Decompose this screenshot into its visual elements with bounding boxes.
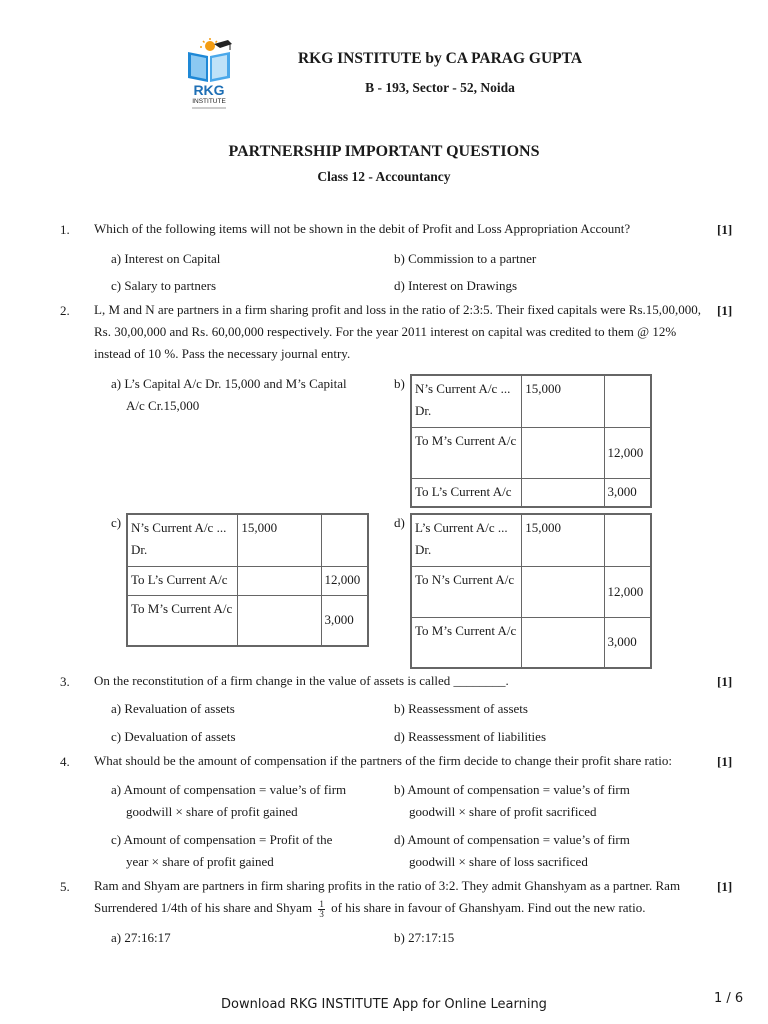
q1-text: Which of the following items will not be shown in the debit of Profit and Loss Appropriation Account? bbox=[94, 221, 631, 236]
q3-number: 3. bbox=[60, 674, 70, 689]
q4-option-c bbox=[111, 829, 381, 873]
table-cell bbox=[522, 427, 604, 478]
table-cell bbox=[238, 595, 321, 646]
q1-marks: [1] bbox=[717, 222, 733, 237]
q3-option-b: b) Reassessment of assets bbox=[394, 701, 528, 716]
logo-subtext: INSTITUTE bbox=[192, 98, 226, 105]
q5-marks: [1] bbox=[717, 879, 733, 894]
q2-option-d-table bbox=[410, 513, 652, 669]
q2-option-b-table bbox=[410, 374, 652, 508]
table-cell: To M’s Current A/c bbox=[411, 427, 522, 478]
q1-option-a: a) Interest on Capital bbox=[111, 251, 221, 266]
table-cell: To N’s Current A/c bbox=[411, 566, 522, 617]
q4-number: 4. bbox=[60, 754, 70, 769]
q5-text bbox=[94, 875, 710, 919]
q2-option-c-label: c) bbox=[111, 515, 122, 530]
institute-address: B - 193, Sector - 52, Noida bbox=[365, 80, 515, 95]
table-cell bbox=[321, 514, 368, 566]
table-cell: 15,000 bbox=[522, 375, 604, 427]
q2-option-c-table bbox=[126, 513, 369, 647]
table-cell: 3,000 bbox=[321, 595, 368, 646]
q4-option-a-line1: a) Amount of compensation = value’s of firm bbox=[111, 782, 347, 797]
q4-marks: [1] bbox=[717, 754, 733, 769]
q2-marks: [1] bbox=[717, 303, 733, 318]
q1-option-d: d) Interest on Drawings bbox=[394, 278, 518, 293]
table-cell: To M’s Current A/c bbox=[411, 617, 522, 668]
book-logo-icon bbox=[184, 38, 234, 112]
q4-option-b bbox=[394, 779, 684, 823]
q1-option-b: b) Commission to a partner bbox=[394, 251, 537, 266]
document-title: PARTNERSHIP IMPORTANT QUESTIONS bbox=[228, 143, 540, 160]
institute-name: RKG INSTITUTE by CA PARAG GUPTA bbox=[297, 50, 583, 67]
table-cell: 15,000 bbox=[522, 514, 604, 566]
table-cell: To L’s Current A/c bbox=[411, 478, 522, 507]
q4-option-b-line1: b) Amount of compensation = value’s of firm bbox=[394, 782, 630, 797]
logo-text: RKG bbox=[193, 82, 225, 98]
table-cell: 12,000 bbox=[321, 566, 368, 595]
q5-text-line1: Ram and Shyam are partners in firm sharing profits in the ratio of 3:2. They admit Ghanshyam as a partner. Ram bbox=[94, 878, 681, 893]
fraction-numerator: 1 bbox=[319, 898, 324, 909]
q2-option-a-line1: a) L’s Capital A/c Dr. 15,000 and M’s Capital bbox=[111, 376, 347, 391]
q4-option-d bbox=[394, 829, 684, 873]
table-cell bbox=[522, 617, 604, 668]
table-cell bbox=[604, 514, 651, 566]
q5-option-b: b) 27:17:15 bbox=[394, 930, 455, 945]
q4-option-d-line2: goodwill × share of loss sacrificed bbox=[409, 854, 588, 869]
table-cell: N’s Current A/c ... Dr. bbox=[411, 375, 522, 427]
fraction-denominator: 3 bbox=[319, 908, 324, 919]
one-third-fraction bbox=[318, 900, 325, 919]
q5-number: 5. bbox=[60, 879, 70, 894]
q4-option-a-line2: goodwill × share of profit gained bbox=[126, 804, 298, 819]
footer-download-text: Download RKG INSTITUTE App for Online Learning bbox=[221, 997, 547, 1012]
page-number: 1 / 6 bbox=[714, 991, 744, 1006]
q5-text-line2-post: of his share in favour of Ghanshyam. Find out the new ratio. bbox=[331, 900, 646, 915]
table-cell: 12,000 bbox=[604, 566, 651, 617]
table-cell: N’s Current A/c ... Dr. bbox=[127, 514, 238, 566]
q1-number: 1. bbox=[60, 222, 70, 237]
q3-option-a: a) Revaluation of assets bbox=[111, 701, 235, 716]
table-cell bbox=[522, 566, 604, 617]
q3-option-c: c) Devaluation of assets bbox=[111, 729, 236, 744]
q4-option-a bbox=[111, 779, 381, 823]
q4-option-d-line1: d) Amount of compensation = value’s of firm bbox=[394, 832, 630, 847]
q4-text: What should be the amount of compensation if the partners of the firm decide to change their profit share ratio: bbox=[94, 753, 672, 768]
table-cell bbox=[522, 478, 604, 507]
table-cell: To L’s Current A/c bbox=[127, 566, 238, 595]
q3-option-d: d) Reassessment of liabilities bbox=[394, 729, 547, 744]
table-cell: To M’s Current A/c bbox=[127, 595, 238, 646]
rkg-logo bbox=[184, 38, 234, 112]
q4-option-b-line2: goodwill × share of profit sacrificed bbox=[409, 804, 597, 819]
table-cell: 3,000 bbox=[604, 617, 651, 668]
table-cell bbox=[238, 566, 321, 595]
q5-text-line2-pre: Surrendered 1/4th of his share and Shyam bbox=[94, 900, 313, 915]
table-cell: 3,000 bbox=[604, 478, 651, 507]
q4-option-c-line2: year × share of profit gained bbox=[126, 854, 274, 869]
q2-text: L, M and N are partners in a firm sharing profit and loss in the ratio of 2:3:5. Their fixed capitals were Rs.15,00,000, Rs. 30,00,000 and Rs. 60,00,000 respectively. For the year 2011 interest on capital was credited to them @ 12% instead of 10 %. Pass the necessary journal entry. bbox=[94, 302, 702, 361]
q2-option-a-line2: A/c Cr.15,000 bbox=[126, 398, 200, 413]
q3-marks: [1] bbox=[717, 674, 733, 689]
q2-option-d-label: d) bbox=[394, 515, 405, 530]
q2-option-a bbox=[111, 373, 381, 417]
table-cell bbox=[604, 375, 651, 427]
q3-text: On the reconstitution of a firm change in the value of assets is called ________. bbox=[94, 673, 509, 688]
q4-option-c-line1: c) Amount of compensation = Profit of the bbox=[111, 832, 333, 847]
q2-option-b-label: b) bbox=[394, 376, 405, 391]
table-cell: 12,000 bbox=[604, 427, 651, 478]
q1-option-c: c) Salary to partners bbox=[111, 278, 217, 293]
document-subtitle: Class 12 - Accountancy bbox=[317, 169, 451, 184]
table-cell: 15,000 bbox=[238, 514, 321, 566]
q2-number: 2. bbox=[60, 303, 70, 318]
q5-option-a: a) 27:16:17 bbox=[111, 930, 171, 945]
table-cell: L’s Current A/c ... Dr. bbox=[411, 514, 522, 566]
